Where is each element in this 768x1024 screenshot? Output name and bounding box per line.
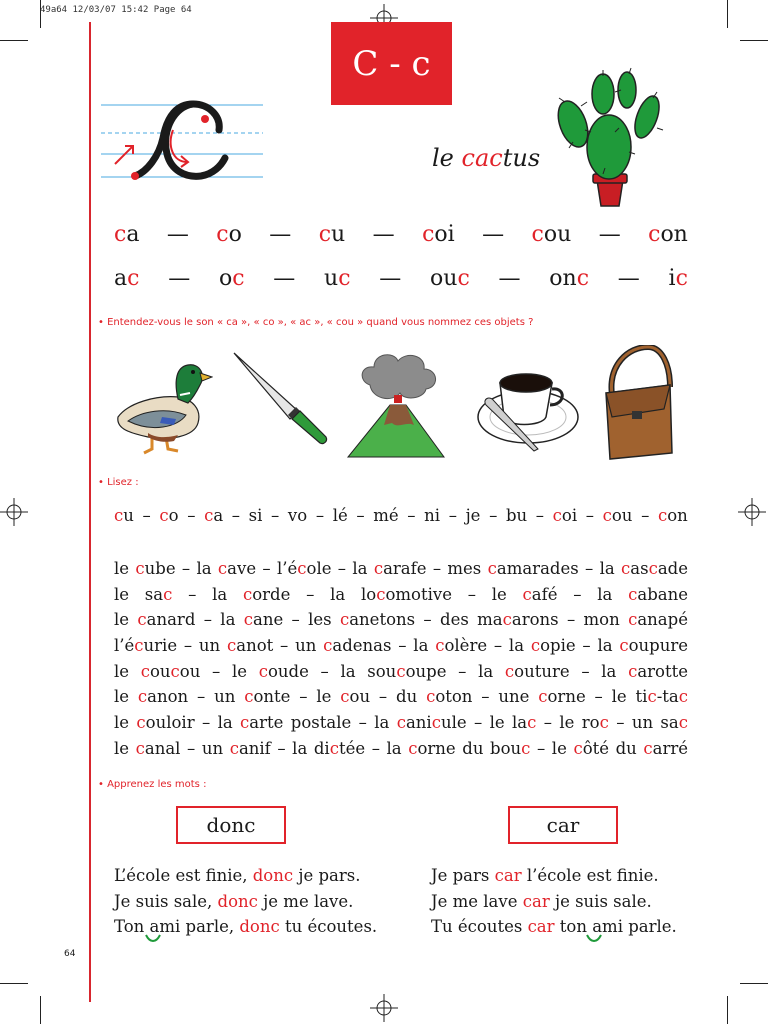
- letter-highlight: c: [136, 713, 146, 733]
- letter-highlight: c: [628, 661, 638, 681]
- letter-highlight: c: [408, 738, 418, 758]
- syllable-rest: o: [168, 506, 179, 525]
- syllable-row: [114, 222, 688, 247]
- dash: —: [168, 266, 191, 291]
- bag-image: [598, 345, 678, 460]
- sentence-keyword: car: [527, 917, 555, 936]
- sentence-text: Je suis sale,: [114, 891, 218, 911]
- letter-highlight: c: [137, 687, 148, 707]
- syllable-rest: ou: [543, 222, 572, 247]
- letter-highlight: c: [226, 636, 237, 656]
- sentence-text: je me lave.: [257, 891, 354, 911]
- word-line: l’écurie – un canot – un cadenas – la colère – la copie – la coupure: [114, 636, 688, 656]
- letter-highlight: c: [134, 636, 144, 656]
- letter-highlight: c: [340, 687, 350, 707]
- sentence-text: L’école est finie,: [114, 866, 253, 885]
- caption-text: tus: [502, 144, 541, 172]
- letter-highlight: c: [396, 661, 406, 681]
- sentences-donc: [114, 863, 377, 940]
- dash: –: [489, 506, 498, 525]
- syllable-rest: on: [660, 222, 688, 247]
- knife-image: [228, 345, 333, 460]
- sentence-keyword: donc: [239, 917, 280, 936]
- caption-text: le: [432, 144, 462, 172]
- letter-highlight: c: [240, 713, 250, 733]
- letter-highlight: c: [163, 584, 173, 604]
- dash: –: [641, 506, 650, 525]
- instruction-learn: • Apprenez les mots :: [98, 779, 207, 790]
- syllable-rest: oi: [561, 506, 578, 525]
- reading-syllable: [373, 506, 398, 525]
- reading-syllable: [249, 506, 263, 525]
- syllable-rest: ou: [430, 266, 458, 291]
- sentence-text: Je pars: [431, 866, 495, 885]
- letter-highlight: c: [573, 738, 583, 758]
- dash: –: [187, 506, 196, 525]
- letter-highlight: c: [135, 559, 145, 578]
- letter-highlight: c: [258, 661, 268, 681]
- sentence-text: l’école est finie.: [521, 866, 659, 885]
- reading-syllable: [466, 506, 481, 525]
- syllable-highlight: c: [232, 266, 245, 291]
- word-line: le canon – un conte – le cou – du coton – une corne – le tic-tac: [114, 687, 688, 707]
- sentence-keyword: donc: [217, 891, 258, 911]
- instruction-listen: • Entendez-vous le son « ca », « co », « ac », « cou » quand vous nommez ces objets ?: [98, 317, 534, 328]
- crop-mark: [727, 996, 728, 1024]
- letter-highlight: c: [373, 559, 384, 578]
- letter-highlight: c: [643, 738, 653, 758]
- sentence: [114, 863, 377, 889]
- reading-syllable: [658, 506, 688, 525]
- letter-highlight: c: [242, 584, 253, 604]
- syllable-rest: u: [123, 506, 134, 525]
- sentence-text: Je me lave: [431, 891, 523, 911]
- letter-highlight: c: [243, 610, 253, 630]
- learn-word-car: car: [508, 806, 618, 844]
- syllable-highlight: c: [114, 506, 124, 525]
- reading-syllable: [506, 506, 527, 525]
- letter-highlight: c: [522, 584, 532, 604]
- dash: –: [585, 506, 594, 525]
- syllable-rest: o: [228, 222, 242, 247]
- letter-highlight: c: [628, 584, 638, 604]
- sentence-keyword: donc: [252, 866, 294, 885]
- syllable-highlight: c: [576, 266, 590, 291]
- letter-highlight: c: [135, 738, 145, 758]
- reading-syllable: [333, 506, 348, 525]
- word-line: le couloir – la carte postale – la canicule – le lac – le roc – un sac: [114, 713, 688, 733]
- syllable-rest: a: [114, 266, 128, 291]
- syllable-highlight: c: [216, 222, 229, 247]
- syllable-rest: lé: [332, 506, 348, 525]
- syllable-rest: vo: [287, 506, 308, 525]
- crop-mark: [727, 0, 728, 28]
- dash: –: [407, 506, 416, 525]
- letter-highlight: c: [297, 559, 307, 578]
- dash: —: [166, 222, 189, 247]
- crop-mark: [40, 996, 41, 1024]
- syllable: [324, 266, 351, 291]
- syllable-highlight: c: [602, 506, 612, 525]
- syllable: [648, 222, 688, 247]
- dash: —: [498, 266, 521, 291]
- syllable-rest: oi: [434, 222, 455, 247]
- reading-syllables: [114, 506, 688, 525]
- letter-highlight: c: [329, 738, 339, 758]
- syllable-rest: bu: [505, 506, 528, 525]
- margin-rule: [89, 22, 91, 1002]
- letter-highlight: c: [426, 687, 436, 707]
- syllable-rest: o: [218, 266, 233, 291]
- word-list: [114, 556, 688, 762]
- instruction-read: • Lisez :: [98, 477, 139, 488]
- sentence-keyword: car: [494, 866, 522, 885]
- syllable-highlight: c: [648, 222, 661, 247]
- dash: —: [617, 266, 640, 291]
- syllable-highlight: c: [159, 506, 169, 525]
- letter-highlight: c: [487, 559, 497, 578]
- duck-image: [108, 345, 213, 460]
- letter-highlight: c: [521, 738, 531, 758]
- cactus-image: [545, 62, 675, 212]
- syllable: [549, 266, 589, 291]
- letter-highlight: c: [504, 661, 515, 681]
- registration-mark: [370, 994, 398, 1022]
- syllable-rest: on: [667, 506, 688, 525]
- dash: —: [598, 222, 621, 247]
- syllable-highlight: c: [422, 222, 435, 247]
- letter-highlight: c: [339, 610, 350, 630]
- liaison-mark: [144, 933, 162, 943]
- syllable-rest: ni: [424, 506, 441, 525]
- syllable-rest: a: [213, 506, 224, 525]
- letter-highlight: c: [628, 610, 638, 630]
- registration-mark: [738, 498, 766, 526]
- dash: –: [142, 506, 151, 525]
- letter-highlight: c: [229, 738, 239, 758]
- word-caption: [432, 144, 540, 172]
- letter-highlight: c: [244, 687, 254, 707]
- letter-highlight: c: [217, 559, 228, 578]
- reading-syllable: [204, 506, 223, 525]
- syllable-rest: u: [324, 266, 339, 291]
- reading-syllable: [159, 506, 178, 525]
- syllable-highlight: c: [204, 506, 214, 525]
- dash: –: [356, 506, 365, 525]
- caption-highlight: cac: [461, 144, 503, 172]
- reading-syllable: [114, 506, 134, 525]
- sentence-text: Tu écoutes: [431, 917, 528, 936]
- dash: —: [273, 266, 296, 291]
- reading-syllable: [424, 506, 440, 525]
- syllable-rest: i: [668, 266, 676, 291]
- syllable-highlight: c: [675, 266, 688, 291]
- syllable-rest: ou: [611, 506, 633, 525]
- letter-highlight: c: [502, 610, 512, 630]
- letter-highlight: c: [678, 713, 688, 733]
- syllable-highlight: c: [318, 222, 332, 247]
- letter-highlight: c: [648, 559, 658, 578]
- letter-highlight: c: [678, 687, 688, 707]
- syllable-rest: u: [331, 222, 346, 247]
- syllable: [422, 222, 455, 247]
- handwriting-guide: [97, 96, 267, 186]
- letter-highlight: c: [435, 636, 445, 656]
- syllable: [669, 266, 688, 291]
- coffee-cup-image: [468, 345, 583, 460]
- reading-syllable: [553, 506, 577, 525]
- word-line: le coucou – le coude – la soucoupe – la couture – la carotte: [114, 661, 688, 681]
- dash: –: [271, 506, 280, 525]
- letter-highlight: c: [619, 636, 629, 656]
- letter-highlight: c: [599, 713, 609, 733]
- letter-highlight: c: [140, 661, 150, 681]
- sentence-text: je suis sale.: [549, 891, 652, 911]
- syllable: [532, 222, 572, 247]
- syllable-highlight: c: [114, 222, 127, 247]
- page-number: 64: [64, 949, 76, 959]
- word-line: le sac – la corde – la locomotive – le café – la cabane: [114, 584, 688, 604]
- syllable: [114, 266, 139, 291]
- liaison-mark: [585, 933, 603, 943]
- syllable: [114, 222, 139, 247]
- volcano-image: [340, 345, 455, 460]
- letter-highlight: c: [170, 661, 180, 681]
- sentence: [114, 889, 377, 915]
- letter-highlight: c: [396, 713, 406, 733]
- crop-mark: [0, 40, 28, 41]
- syllable-highlight: c: [657, 506, 668, 525]
- dash: —: [269, 222, 292, 247]
- syllable-highlight: c: [552, 506, 562, 525]
- dash: –: [231, 506, 241, 525]
- letter-highlight: c: [431, 713, 441, 733]
- print-slug: 49a64 12/03/07 15:42 Page 64: [40, 5, 192, 15]
- sentence-keyword: car: [522, 891, 550, 911]
- letter-highlight: c: [538, 687, 548, 707]
- syllable: [216, 222, 242, 247]
- word-line: le cube – la cave – l’école – la carafe – mes camarades – la cascade: [114, 559, 689, 578]
- syllable-rest: je: [465, 506, 481, 525]
- syllable-rest: mé: [373, 506, 399, 525]
- syllable-row: [114, 266, 688, 291]
- letter-highlight: c: [376, 584, 386, 604]
- crop-mark: [740, 983, 768, 984]
- word-line: le canard – la cane – les canetons – des macarons – mon canapé: [114, 610, 688, 630]
- sentences-car: [431, 863, 677, 940]
- word-line: le canal – un canif – la dictée – la corne du bouc – le côté du carré: [114, 738, 688, 758]
- letter-highlight: c: [527, 713, 537, 733]
- letter-highlight: c: [323, 636, 333, 656]
- syllable-highlight: c: [127, 266, 140, 291]
- dash: –: [448, 506, 457, 525]
- sentence-text: je pars.: [293, 866, 361, 885]
- dash: –: [535, 506, 545, 525]
- crop-mark: [740, 40, 768, 41]
- reading-syllable: [603, 506, 633, 525]
- sentence-text: ton ami parle.: [554, 917, 677, 936]
- syllable-highlight: c: [531, 222, 544, 247]
- letter-highlight: c: [647, 687, 657, 707]
- letter-highlight: c: [137, 610, 147, 630]
- dash: –: [315, 506, 325, 525]
- syllable-highlight: c: [457, 266, 470, 291]
- letter-highlight: c: [621, 559, 631, 578]
- sentence-text: tu écoutes.: [279, 917, 378, 936]
- syllable: [219, 266, 245, 291]
- sentence: [431, 889, 677, 915]
- sentence: [431, 863, 677, 889]
- syllable: [319, 222, 346, 247]
- syllable: [430, 266, 470, 291]
- learn-word-donc: donc: [176, 806, 286, 844]
- dash: —: [372, 222, 395, 247]
- syllable-rest: on: [549, 266, 577, 291]
- dash: —: [482, 222, 505, 247]
- sentence: [431, 914, 677, 940]
- crop-mark: [0, 983, 28, 984]
- sentence-text: Ton ami parle,: [114, 917, 240, 936]
- dash: —: [379, 266, 402, 291]
- syllable-rest: a: [126, 222, 140, 247]
- letter-highlight: c: [530, 636, 541, 656]
- syllable-highlight: c: [338, 266, 351, 291]
- syllable-rest: si: [248, 506, 263, 525]
- letter-title: C - c: [331, 22, 452, 105]
- reading-syllable: [288, 506, 307, 525]
- registration-mark: [0, 498, 28, 526]
